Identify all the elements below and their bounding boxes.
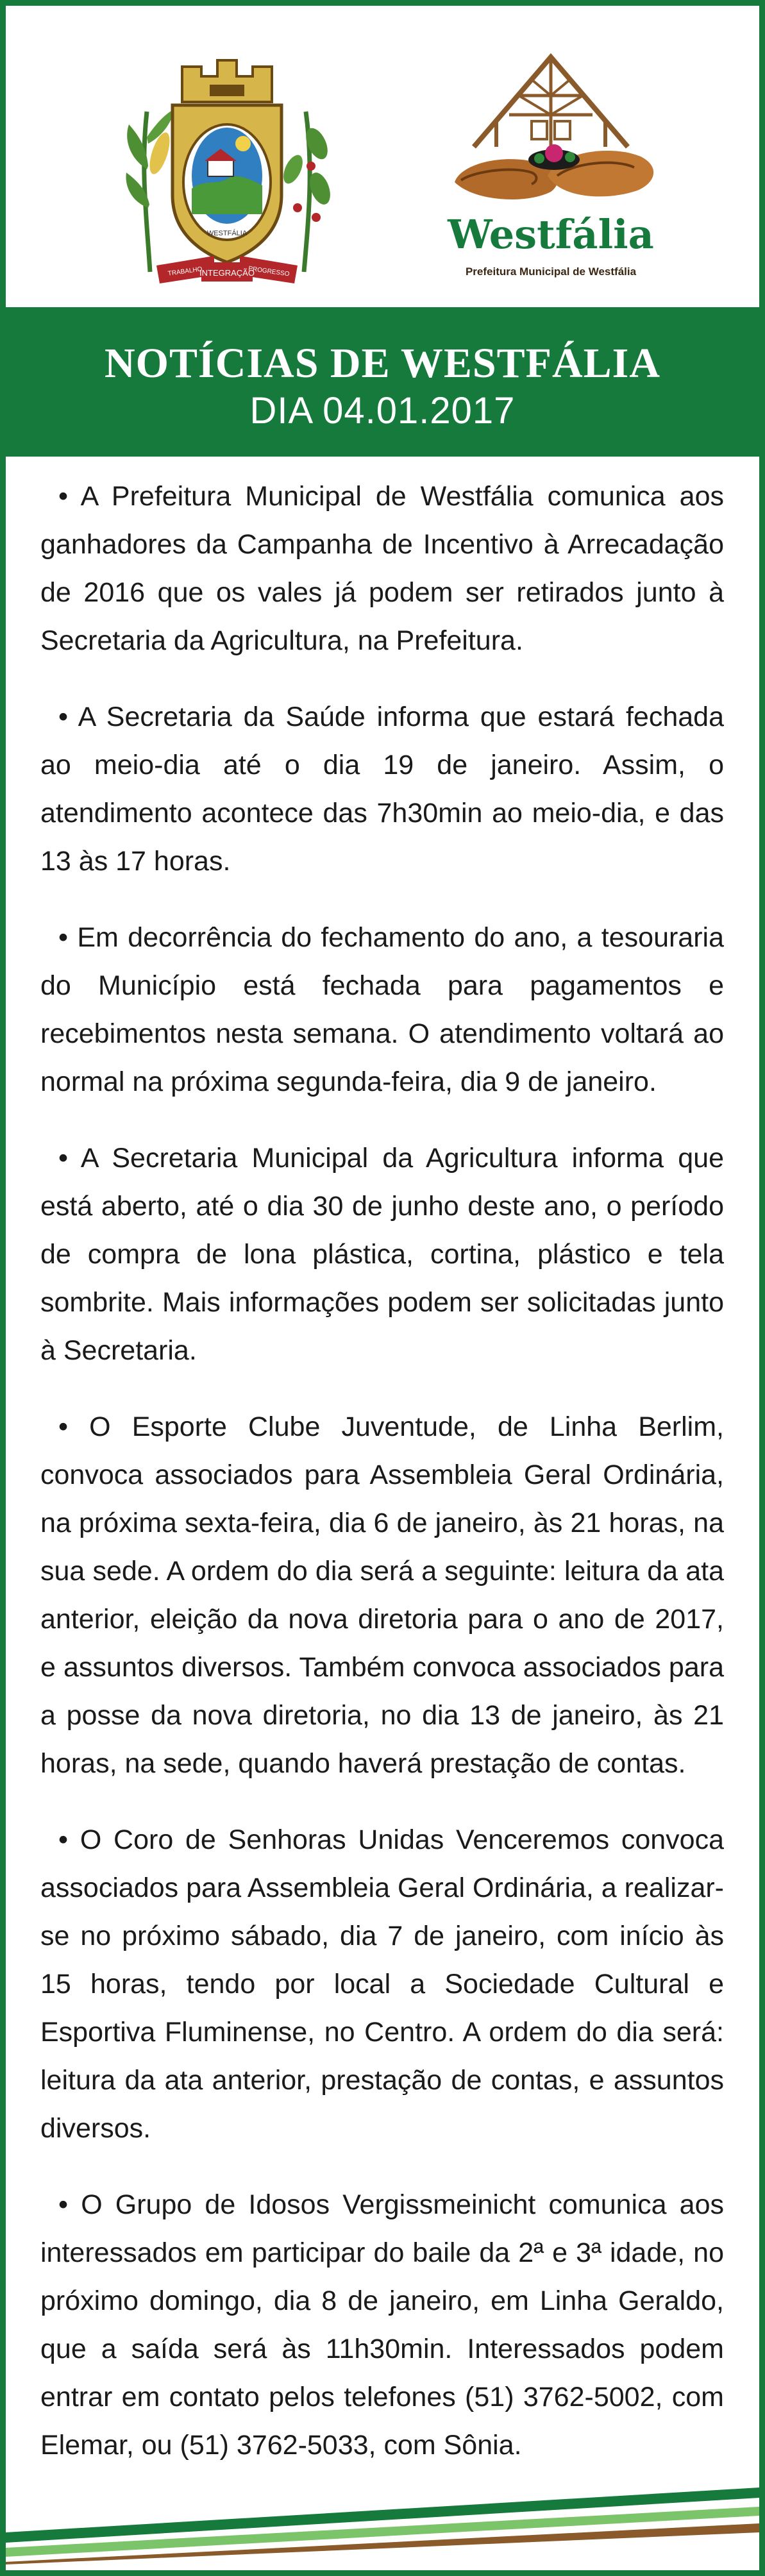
crest-band-left: TRABALHO: [167, 265, 203, 278]
header-logos: [6, 6, 759, 307]
westfalia-logo: [435, 44, 666, 288]
news-item: • O Esporte Clube Juventude, de Linha Berlim, convoca associados para Assembleia Geral Ordinária, na próxima sexta-feira, dia 6 de janeiro, às 21 horas, na sua sede. A ordem do dia será a seguinte: leitura da ata anterior, eleição da nova diretoria para o ano de 2017, e assuntos diversos. Também convoca associados para a posse da nova diretoria, no dia 13 de janeiro, às 21 horas, na sede, quando haverá prestação de contas.: [40, 1411, 724, 1779]
news-list: [40, 473, 724, 2498]
half-timbered-house-icon: [435, 44, 666, 211]
crest-band-right: PROGRESSO: [248, 265, 290, 278]
decorative-stripes-icon: [6, 2481, 759, 2564]
municipal-crest-icon: [121, 41, 333, 291]
mural-crown-icon: [182, 60, 272, 102]
news-item: • O Grupo de Idosos Vergissmeinicht comunica aos interessados em participar do baile da 2ª e 3ª idade, no próximo domingo, dia 8 de janeiro, em Linha Geraldo, que a saída será às 11h30min. Interessados podem entrar em contato pelos telefones (51) 3762-5002, com Elemar, ou (51) 3762-5033, com Sônia.: [40, 2189, 724, 2461]
corn-stalk-left-icon: [126, 108, 176, 272]
page-title: NOTÍCIAS DE WESTFÁLIA: [104, 340, 660, 387]
title-banner: [6, 307, 759, 457]
crest-ribbon: WESTFÁLIA: [206, 230, 248, 237]
news-item: • A Prefeitura Municipal de Westfália comunica aos ganhadores da Campanha de Incentivo à Arrecadação de 2016 que os vales já podem ser retirados junto à Secretaria da Agricultura, na Prefeitura.: [40, 481, 724, 656]
news-item: • O Coro de Senhoras Unidas Venceremos convoca associados para Assembleia Geral Ordinária, a realizar-se no próximo sábado, dia 7 de janeiro, com início às 15 horas, tendo por local a Sociedade Cultural e Esportiva Fluminense, no Centro. A ordem do dia será: leitura da ata anterior, prestação de contas, e assuntos diversos.: [40, 1824, 724, 2144]
brand-name: Westfália: [448, 211, 654, 258]
news-item: • A Secretaria Municipal da Agricultura informa que está aberto, até o dia 30 de junho deste ano, o período de compra de lona plástica, cortina, plástico e tela sombrite. Mais informações podem ser solicitadas junto à Secretaria.: [40, 1143, 724, 1366]
page-date: DIA 04.01.2017: [249, 390, 516, 432]
coffee-branch-right-icon: [280, 112, 333, 272]
news-item: • Em decorrência do fechamento do ano, a tesouraria do Município está fechada para pagamentos e recebimentos nesta semana. O atendimento voltará ao normal na próxima segunda-feira, dia 9 de janeiro.: [40, 922, 724, 1097]
crest-motto: INTEGRAÇÃO: [199, 268, 255, 278]
news-item: • A Secretaria da Saúde informa que estará fechada ao meio-dia até o dia 19 de janeiro. Assim, o atendimento acontece das 7h30min ao meio-dia, e das 13 às 17 horas.: [40, 702, 724, 877]
brand-subtitle: Prefeitura Municipal de Westfália: [465, 265, 637, 278]
